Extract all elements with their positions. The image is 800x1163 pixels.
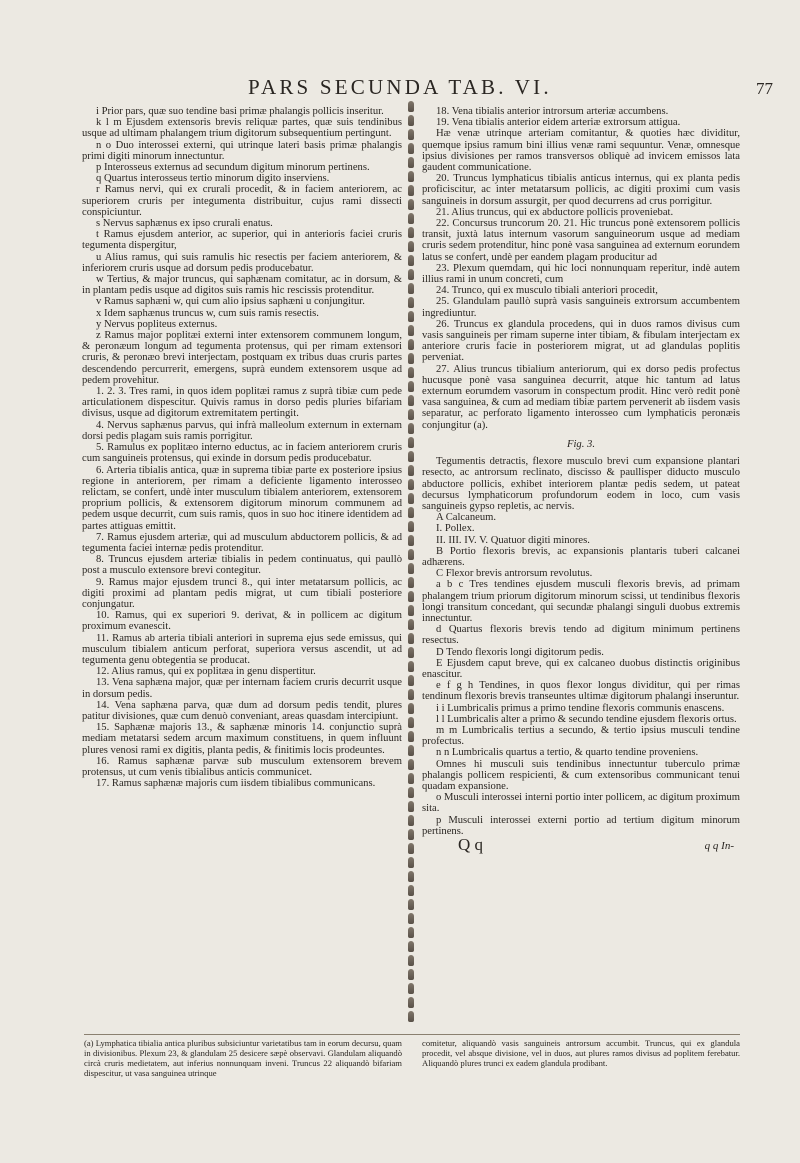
signature-mark: Q q xyxy=(458,835,484,854)
binding-stitch xyxy=(408,787,414,798)
legend-paragraph: E Ejusdem caput breve, qui ex calcaneo duobus distinctis originibus enascitur. xyxy=(422,657,740,680)
figure-label: Fig. 3. xyxy=(567,438,595,450)
running-head: PARS SECUNDA TAB. VI. xyxy=(248,75,552,99)
binding-stitch xyxy=(408,297,414,308)
legend-paragraph: w Tertius, & major truncus, qui saphænam comitatur, ac in dorsum, & in plantam pedis usque ad digitos suis ramis hic rescissis protenditur. xyxy=(82,274,402,297)
binding-stitch xyxy=(408,871,414,882)
legend-paragraph: y Nervus popliteus externus. xyxy=(96,318,218,330)
legend-paragraph: 19. Vena tibialis anterior eidem arteriæ extrorsum attigua. xyxy=(436,117,681,129)
page-number: 77 xyxy=(756,79,773,98)
binding-stitch xyxy=(408,759,414,770)
binding-stitch xyxy=(408,241,414,252)
binding-stitch xyxy=(408,101,414,112)
binding-stitch xyxy=(408,885,414,896)
binding-stitch xyxy=(408,773,414,784)
binding-gutter xyxy=(406,100,415,1028)
legend-paragraph: D Tendo flexoris longi digitorum pedis. xyxy=(436,646,604,658)
legend-paragraph: 9. Ramus major ejusdem trunci 8., qui inter metatarsum pollicis, ac digiti proximi ad plantam pedis migrat, ut cum tibiali posteriore conjungatur. xyxy=(82,576,402,610)
page-header xyxy=(0,73,800,103)
legend-paragraph: i i Lumbricalis primus a primo tendine flexoris communis enascens. xyxy=(436,702,725,714)
binding-stitch xyxy=(408,143,414,154)
legend-paragraph: 18. Vena tibialis anterior introrsum arteriæ accumbens. xyxy=(436,106,669,117)
binding-stitch xyxy=(408,423,414,434)
legend-paragraph: 1. 2. 3. Tres rami, in quos idem poplitæi ramus z suprà tibiæ cum pede articulationem dispescitur. Quivis ramus in dorso pedis pluries bifariam divisus, usque ad digitorum extremitatem pertingit. xyxy=(82,386,402,420)
binding-stitch xyxy=(408,563,414,574)
legend-paragraph: Tegumentis detractis, flexore musculo brevi cum expansione plantari resecto, ac antrorsum reclinato, discisso & paullisper diducto musculo abductore pollicis, exhibet interiorem plantæ pedis sedem, ut pateat decursus lymphaticorum profundorum eodem in loco, cum vasis sanguineis gypso repletis, ac nervis. xyxy=(422,456,740,512)
legend-paragraph: II. III. IV. V. Quatuor digiti minores. xyxy=(436,534,590,546)
binding-stitch xyxy=(408,171,414,182)
legend-paragraph: p Musculi interossei externi portio ad tertium digitum minorum pertinens. xyxy=(422,814,740,837)
binding-stitch xyxy=(408,717,414,728)
binding-stitch xyxy=(408,367,414,378)
binding-stitch xyxy=(408,283,414,294)
legend-paragraph: a b c Tres tendines ejusdem musculi flexoris brevis, ad primam phalangem trium priorum digitorum minorum scissi, ut tendinibus flexoris longi transitum concedant, qui secundæ phalangi singuli duobus extremis innectuntur. xyxy=(422,579,740,624)
page-foot-marks xyxy=(422,835,740,859)
legend-paragraph: 24. Trunco, qui ex musculo tibiali anteriori procedit, xyxy=(436,285,658,297)
binding-stitch xyxy=(408,325,414,336)
right-column xyxy=(422,106,740,859)
legend-paragraph: n n Lumbricalis quartus a tertio, & quarto tendine proveniens. xyxy=(436,747,699,759)
legend-paragraph: 27. Alius truncus tibialium anteriorum, qui ex dorso pedis profectus hucusque ponè vasa sanguinea decurrit, atque hic tantum ad latus externum eorumdem vasorum in conspectum prodit. Hinc verò redit ponè vasa sanguinea, & cum ad mediam tibiæ partem pervenerit ab iisdem vasis separatur, ac perforato ligamento interosseo cum lymphaticis peronæis conjungitur (a). xyxy=(422,363,740,431)
binding-stitch xyxy=(408,521,414,532)
legend-paragraph: A Calcaneum. xyxy=(436,512,497,524)
legend-paragraph: l l Lumbricalis alter a primo & secundo tendine ejusdem flexoris ortus. xyxy=(436,713,737,725)
legend-paragraph: 13. Vena saphæna major, quæ per internam faciem cruris decurrit usque in dorsum pedis. xyxy=(82,677,402,700)
binding-stitch xyxy=(408,451,414,462)
binding-stitch xyxy=(408,633,414,644)
binding-stitch xyxy=(408,465,414,476)
footnote-left: (a) Lymphatica tibialia antica pluribus subsiciuntur varietatibus tam in eorum decursu, quam in divisionibus. Plexum 23, & glandulam 25 desicere sæpè observavi. Glandulam aliquandò circà cruris medietatem, aut inferius nonnunquam inveni. Truncus 22 aliquandò bifariam dispescitur, ut vasa sanguinea utrinque xyxy=(84,1038,402,1078)
binding-stitch xyxy=(408,549,414,560)
legend-paragraph: k l m Ejusdem extensoris brevis reliquæ partes, quæ suis tendinibus usque ad ultimam phalangem trium digitorum subsequentium pertingunt. xyxy=(82,117,402,140)
binding-stitch xyxy=(408,703,414,714)
binding-stitch xyxy=(408,507,414,518)
legend-paragraph: v Ramus saphæni w, qui cum alio ipsius saphæni u conjungitur. xyxy=(96,296,365,308)
binding-stitch xyxy=(408,843,414,854)
legend-paragraph: r Ramus nervi, qui ex crurali procedit, & in faciem anteriorem, ac superiorem cruris per integumenta distribuitur, cujus rami dissecti conspiciuntur. xyxy=(82,184,402,218)
binding-stitch xyxy=(408,353,414,364)
footnote-right: comitetur, aliquandò vasis sanguineis antrorsum accumbit. Truncus, qui ex glandula procedit, vel absque divisione, vel in duos, aut plures ramos divisus ad poplitem ferebatur. Aliquandò plures trunci ex eadem glandula prodibant. xyxy=(422,1038,740,1068)
legend-paragraph: p Interosseus externus ad secundum digitum minorum pertinens. xyxy=(96,162,370,174)
legend-paragraph: s Nervus saphænus ex ipso crurali enatus. xyxy=(96,218,273,230)
binding-stitch xyxy=(408,227,414,238)
binding-stitch xyxy=(408,269,414,280)
legend-paragraph: 25. Glandulam paullò suprà vasis sanguineis extrorsum accumbentem ingrediuntur. xyxy=(422,296,740,319)
binding-stitch xyxy=(408,619,414,630)
legend-paragraph: d Quartus flexoris brevis tendo ad digitum minimum pertinens resectus. xyxy=(422,624,740,647)
legend-paragraph: 7. Ramus ejusdem arteriæ, qui ad musculum abductorem pollicis, & ad tegumenta faciei internæ pedis protenditur. xyxy=(82,531,402,554)
legend-paragraph: 6. Arteria tibialis antica, quæ in suprema tibiæ parte ex posteriore ipsius regione in anteriorem, per rimam a deficiente ligamento interosseo relictam, se confert, undè inter musculum tibialem anteriorem, extensorem proprium pollicis, & extensorem digitorum minorum communem ad pedem usque decurrit, cum suis ramis, quos in suo hoc itinere identidem ad partes attiguas emittit. xyxy=(82,464,402,532)
legend-paragraph: 22. Concursus truncorum 20. 21. Hic truncus ponè extensorem pollicis transit, juxtà latus internum vasorum sanguineorum usque ad mediam cruris sedem protenditur, hinc ponè vasa sanguinea ad externum eorundem latus se confert, undè per eandem plagam producitur ad xyxy=(422,218,740,263)
binding-stitch xyxy=(408,115,414,126)
legend-paragraph: I. Pollex. xyxy=(436,523,475,535)
binding-stitch xyxy=(408,647,414,658)
binding-stitch xyxy=(408,983,414,994)
legend-paragraph: 16. Ramus saphænæ parvæ sub musculum extensorem brevem protensus, ut cum venis tibialibus anticis communicet. xyxy=(82,755,402,778)
binding-stitch xyxy=(408,969,414,980)
binding-stitch xyxy=(408,829,414,840)
binding-stitch xyxy=(408,927,414,938)
legend-paragraph: B Portio flexoris brevis, ac expansionis plantaris tuberi calcanei adhærens. xyxy=(422,545,740,568)
binding-stitch xyxy=(408,437,414,448)
binding-stitch xyxy=(408,1011,414,1022)
legend-paragraph: Omnes hi musculi suis tendinibus innectuntur tuberculo primæ phalangis pollicem respicienti, & cum extensoribus communicant tenui quadam expansione. xyxy=(422,758,740,792)
binding-stitch xyxy=(408,941,414,952)
binding-stitch xyxy=(408,675,414,686)
legend-paragraph: 17. Ramus saphænæ majoris cum iisdem tibialibus communicans. xyxy=(96,778,376,790)
binding-stitch xyxy=(408,409,414,420)
legend-paragraph: 21. Alius truncus, qui ex abductore pollicis proveniebat. xyxy=(436,206,674,218)
legend-paragraph: 11. Ramus ab arteria tibiali anteriori in suprema ejus sede emissus, qui musculum tibialem anticum perforat, superiora versus ascendit, ut ad tegumenta genu obtegentia se producat. xyxy=(82,632,402,666)
legend-paragraph: z Ramus major poplitæi externi inter extensorem communem longum, & peronæum longum ad tegumenta protensus, qui per rimam extensori cruris, & peronæo brevi interjectam, postquam ex tribus duas cruris partes descendendo percurrerit, emergens, suprà eundem extensorem usque ad pedem provehitur. xyxy=(82,330,402,386)
legend-paragraph: m m Lumbricalis tertius a secundo, & tertio ipsius musculi tendine profectus. xyxy=(422,724,740,748)
binding-stitch xyxy=(408,899,414,910)
legend-paragraph: u Alius ramus, qui suis ramulis hic resectis per faciem anteriorem, & inferiorem cruris usque ad dorsum pedis producebatur. xyxy=(82,251,402,274)
legend-paragraph: o Musculi interossei interni portio inter pollicem, ac digitum proximum sita. xyxy=(422,792,740,815)
binding-stitch xyxy=(408,479,414,490)
binding-stitch xyxy=(408,661,414,672)
binding-stitch xyxy=(408,857,414,868)
legend-paragraph: 14. Vena saphæna parva, quæ dum ad dorsum pedis tendit, plures patitur divisiones, quæ cum denuò conveniant, areas quasdam intercipiunt. xyxy=(82,699,402,722)
binding-stitch xyxy=(408,955,414,966)
right-column-legend-fig3 xyxy=(422,456,740,837)
binding-stitch xyxy=(408,591,414,602)
binding-stitch xyxy=(408,255,414,266)
legend-paragraph: C Flexor brevis antrorsum revolutus. xyxy=(436,568,593,580)
footnote-rule xyxy=(84,1034,740,1035)
legend-paragraph: e f g h Tendines, in quos flexor longus dividitur, qui per rimas tendinum flexoris brevis transeuntes ultimæ digitorum phalangi inseruntur. xyxy=(422,680,740,703)
legend-paragraph: i Prior pars, quæ suo tendine basi primæ phalangis pollicis inseritur. xyxy=(96,106,384,117)
legend-paragraph: 4. Nervus saphænus parvus, qui infrà malleolum externum in externam dorsi pedis plagam suis ramis porrigitur. xyxy=(82,419,402,442)
binding-stitch xyxy=(408,577,414,588)
binding-stitch xyxy=(408,535,414,546)
legend-paragraph: 12. Alius ramus, qui ex poplitæa in genu dispertitur. xyxy=(96,666,316,678)
binding-stitch xyxy=(408,801,414,812)
binding-stitch xyxy=(408,157,414,168)
legend-paragraph: x Idem saphænus truncus w, cum suis ramis resectis. xyxy=(96,307,319,319)
legend-paragraph: Hæ venæ utrinque arteriam comitantur, & quoties hæc dividitur, quemque ipsius ramum bini illius venæ rami sequuntur. Venæ, omnesque ipsius divisiones per ramos transversos obliquè ad invicem emissos lata gaudent communicatione. xyxy=(422,128,740,174)
binding-stitch xyxy=(408,815,414,826)
binding-stitch xyxy=(408,381,414,392)
binding-stitch xyxy=(408,745,414,756)
legend-paragraph: t Ramus ejusdem anterior, ac superior, qui in anterioris faciei cruris tegumenta dispergitur, xyxy=(82,229,402,252)
binding-stitch xyxy=(408,997,414,1008)
binding-stitch xyxy=(408,493,414,504)
binding-stitch xyxy=(408,213,414,224)
binding-stitch xyxy=(408,913,414,924)
legend-paragraph: q Quartus interosseus tertio minorum digito inserviens. xyxy=(96,173,330,185)
legend-paragraph: 5. Ramulus ex poplitæo interno eductus, ac in faciem anteriorem cruris cum sanguineis protensus, qui exinde in dorsum pedis producebatur. xyxy=(82,442,402,465)
binding-stitch xyxy=(408,311,414,322)
binding-stitch xyxy=(408,731,414,742)
binding-stitch xyxy=(408,199,414,210)
binding-stitch xyxy=(408,185,414,196)
legend-paragraph: 15. Saphænæ majoris 13., & saphænæ minoris 14. conjunctio suprà mediam metatarsi sedem arcum maximum constituens, in quem influunt plures venosi rami ex digitis, planta pedis, & finitimis locis prodeuntes. xyxy=(82,722,402,756)
catchword: q q In- xyxy=(704,840,734,852)
legend-paragraph: 20. Truncus lymphaticus tibialis anticus internus, qui ex planta pedis proficiscitur, ac inter metatarsum pollicis, ac digiti proximi cum vasis sanguineis in dorsum assurgit, per quod decurrens ad crus porrigitur. xyxy=(422,173,740,207)
legend-paragraph: 23. Plexum quemdam, qui hic loci nonnunquam reperitur, indè autem illius rami in unum concreti, cum xyxy=(422,262,740,286)
binding-stitch xyxy=(408,689,414,700)
binding-stitch xyxy=(408,339,414,350)
binding-stitch xyxy=(408,605,414,616)
right-column-legend-fig2 xyxy=(422,106,740,431)
left-column xyxy=(82,106,402,789)
binding-stitch xyxy=(408,129,414,140)
legend-paragraph: 26. Truncus ex glandula procedens, qui in duos ramos divisus cum vasis sanguineis per rimam superne inter tibiam, & fibulam interjectam ex anteriore cruris facie in posteriorem migrat, ut ad glandulas poplitis perveniat. xyxy=(422,318,740,364)
legend-paragraph: 10. Ramus, qui ex superiori 9. derivat, & in pollicem ac digitum proximum evanescit. xyxy=(82,610,402,633)
legend-paragraph: 8. Truncus ejusdem arteriæ tibialis in pedem continuatus, qui paullò post a musculo extensore brevi contegitur. xyxy=(82,554,402,577)
binding-stitch xyxy=(408,395,414,406)
legend-paragraph: n o Duo interossei externi, qui utrinque lateri basis primæ phalangis primi digiti minorum innectuntur. xyxy=(82,139,402,162)
